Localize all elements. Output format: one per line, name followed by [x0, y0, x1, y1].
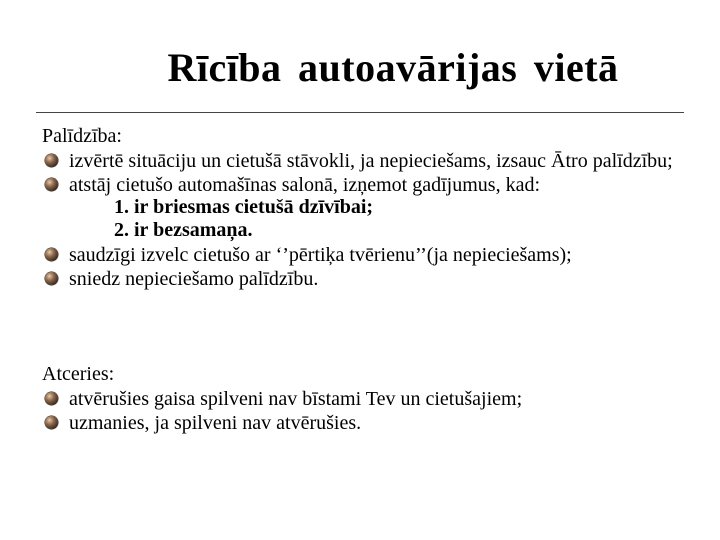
list-item-text: saudzīgi izvelc cietušo ar ‘’pērtiķa tvērienu’’(ja nepieciešams);: [69, 244, 572, 266]
list-item-text: atstāj cietušo automašīnas salonā, izņemot gadījumus, kad:: [69, 174, 541, 196]
list-item: [42, 174, 679, 242]
bullet-icon: [45, 178, 58, 191]
bullet-icon: [45, 154, 58, 167]
sub-list-item: 2. ir bezsamaņa.: [114, 219, 253, 241]
sub-list-item: 1. ir briesmas cietušā dzīvībai;: [114, 196, 374, 218]
list-item-text: uzmanies, ja spilveni nav atvērušies.: [69, 412, 362, 434]
list-item: [42, 244, 679, 266]
bullet-icon: [45, 248, 58, 261]
list-item-text: atvērušies gaisa spilveni nav bīstami Tev un cietušajiem;: [69, 388, 523, 410]
help-section: [42, 124, 679, 290]
list-item-text: izvērtē situāciju un cietušā stāvokli, ja nepieciešams, izsauc Ātro palīdzību;: [69, 150, 673, 172]
list-item-text: sniedz nepieciešamo palīdzību.: [69, 268, 319, 290]
remember-heading: Atceries:: [42, 363, 115, 385]
bullet-icon: [45, 416, 58, 429]
remember-list: [42, 388, 679, 434]
list-item: [42, 150, 679, 172]
bullet-icon: [45, 392, 58, 405]
remember-section: [42, 362, 679, 434]
slide-title: Rīcība autoavārijas vietā: [167, 45, 619, 90]
title-divider: [36, 112, 684, 113]
help-list: [42, 150, 679, 290]
list-item: [42, 388, 679, 410]
help-heading: Palīdzība:: [42, 125, 122, 147]
list-item: [42, 412, 679, 434]
bullet-icon: [45, 272, 58, 285]
list-item: [42, 268, 679, 290]
